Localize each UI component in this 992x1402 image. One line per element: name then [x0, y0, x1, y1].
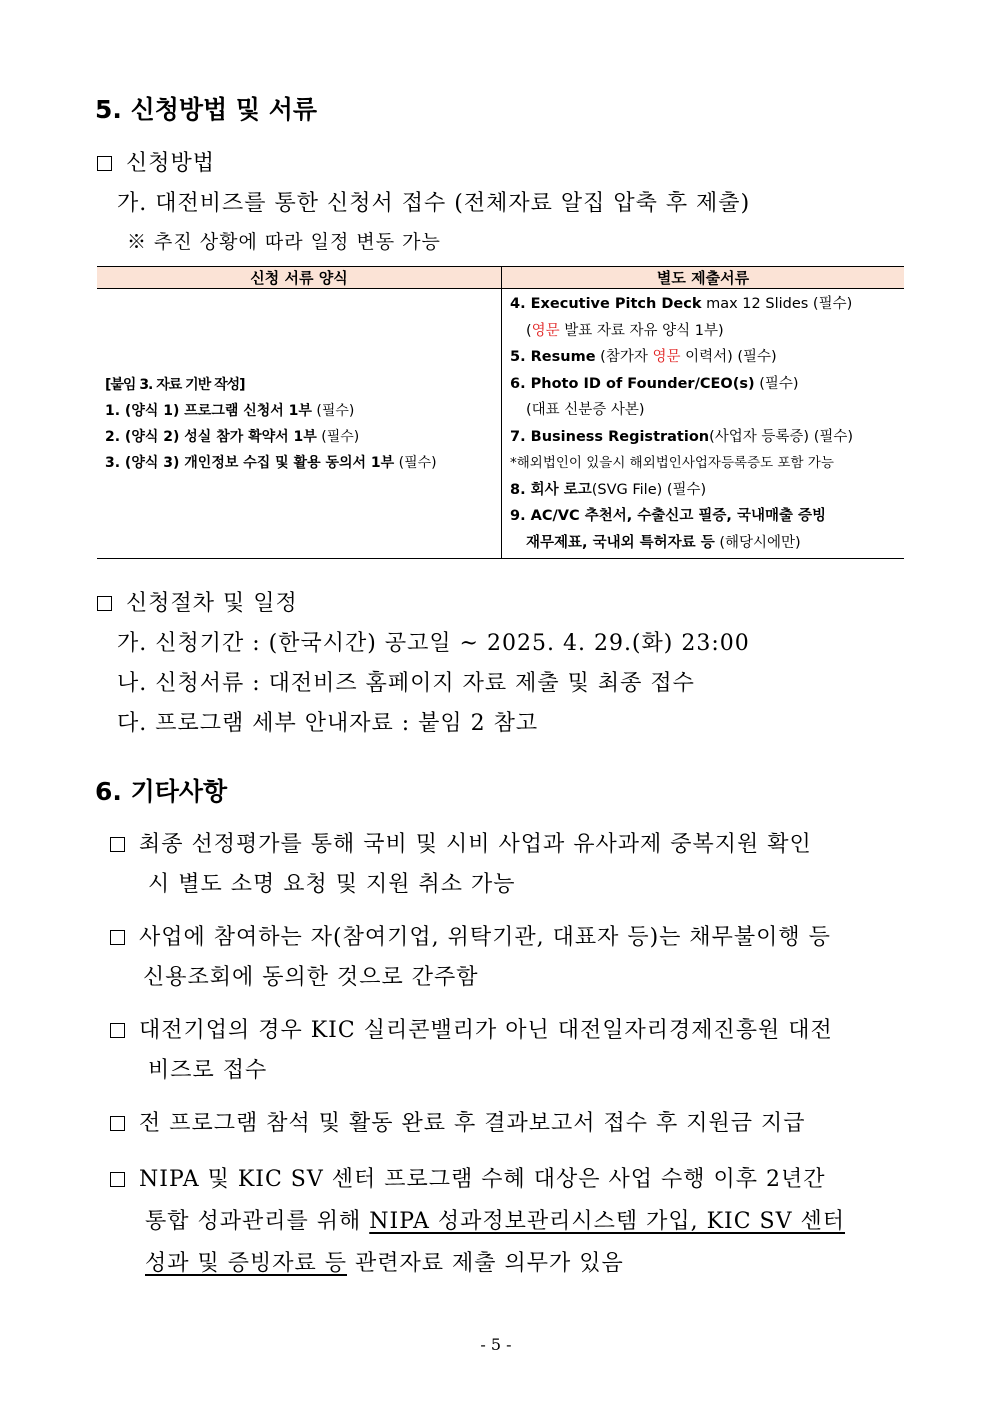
- item5-line3-post: 관련자료 제출 의무가 있음: [347, 1251, 624, 1276]
- item1-text: 최종 선정평가를 통해 국비 및 시비 사업과 유사과제 중복지원 확인: [139, 832, 812, 857]
- item3-line2: 비즈로 접수: [148, 1058, 268, 1083]
- right-row-9: 9. AC/VC 추천서, 수출신고 필증, 국내매출 증빙: [510, 508, 827, 524]
- item1-line1: [110, 827, 812, 858]
- checkbox-square-icon: [110, 1172, 125, 1187]
- checkbox-square-icon: [97, 156, 112, 171]
- item3-line1: [110, 1013, 833, 1044]
- item1-line2: 시 별도 소명 요청 및 지원 취소 가능: [148, 872, 516, 897]
- table-header-right: 별도 제출서류: [502, 267, 905, 289]
- procedure-c: 다. 프로그램 세부 안내자료 : 붙임 2 참고: [117, 711, 539, 736]
- documents-table: [97, 266, 904, 559]
- checkbox-square-icon: [110, 1023, 125, 1038]
- item5-line3: [145, 1246, 624, 1277]
- right-row-6-sub: (대표 신분증 사본): [526, 402, 645, 418]
- right-row-7-note: *해외법인이 있을시 해외법인사업자등록증도 포함 가능: [510, 455, 834, 471]
- table-left-cell: [97, 289, 502, 559]
- item5-line1: [110, 1162, 826, 1193]
- method-title: [97, 146, 215, 177]
- left-row-2: 2. (양식 2) 성실 참가 확약서 1부 (필수): [105, 428, 360, 445]
- item2-text: 사업에 참여하는 자(참여기업, 위탁기관, 대표자 등)는 채무불이행 등: [139, 925, 831, 950]
- item5-line2-underlined: NIPA 성과정보관리시스템 가입, KIC SV 센터: [369, 1209, 846, 1234]
- right-row-4-sub: (영문 발표 자료 자유 양식 1부): [526, 322, 724, 339]
- method-a: 가. 대전비즈를 통한 신청서 접수 (전체자료 알집 압축 후 제출): [117, 191, 751, 216]
- left-row-title: [붙임 3. 자료 기반 작성]: [105, 376, 245, 393]
- right-row-7: 7. Business Registration(사업자 등록증) (필수): [510, 428, 854, 445]
- right-row-5: 5. Resume (참가자 영문 이력서) (필수): [510, 349, 777, 365]
- checkbox-square-icon: [110, 837, 125, 852]
- item5-line2: [145, 1204, 845, 1235]
- item4-text: 전 프로그램 참석 및 활동 완료 후 결과보고서 접수 후 지원금 지급: [139, 1111, 806, 1136]
- item3-text: 대전기업의 경우 KIC 실리콘밸리가 아닌 대전일자리경제진흥원 대전: [139, 1018, 833, 1043]
- table-right-cell: [502, 289, 905, 559]
- section5-heading: 5. 신청방법 및 서류: [95, 95, 318, 124]
- method-note: ※ 추진 상황에 따라 일정 변동 가능: [127, 231, 441, 253]
- item2-line1: [110, 920, 831, 951]
- item2-line2: 신용조회에 동의한 것으로 간주함: [143, 965, 479, 990]
- checkbox-square-icon: [110, 930, 125, 945]
- procedure-b: 나. 신청서류 : 대전비즈 홈페이지 자료 제출 및 최종 접수: [117, 671, 695, 696]
- page-number: - 5 -: [480, 1335, 512, 1354]
- checkbox-square-icon: [110, 1116, 125, 1131]
- method-title-text: 신청방법: [126, 151, 216, 176]
- left-row-1: 1. (양식 1) 프로그램 신청서 1부 (필수): [105, 402, 355, 419]
- table-header-left: 신청 서류 양식: [97, 267, 502, 289]
- item5-line2-pre: 통합 성과관리를 위해: [145, 1209, 370, 1234]
- left-row-3: 3. (양식 3) 개인정보 수집 및 활용 동의서 1부 (필수): [105, 454, 437, 471]
- item4-line1: [110, 1106, 805, 1137]
- item5-line3-underlined: 성과 및 증빙자료 등: [145, 1251, 347, 1276]
- procedure-a: 가. 신청기간 : (한국시간) 공고일 ~ 2025. 4. 29.(화) 23:00: [117, 631, 750, 656]
- procedure-title-text: 신청절차 및 일정: [126, 591, 298, 616]
- section6-heading: 6. 기타사항: [95, 777, 228, 806]
- right-row-9-sub: 재무제표, 국내외 특허자료 등 (해당시에만): [526, 534, 801, 551]
- right-row-6: 6. Photo ID of Founder/CEO(s) (필수): [510, 375, 799, 392]
- right-row-4: 4. Executive Pitch Deck max 12 Slides (필수): [510, 296, 853, 312]
- item5-text: NIPA 및 KIC SV 센터 프로그램 수혜 대상은 사업 수행 이후 2년간: [139, 1167, 826, 1192]
- checkbox-square-icon: [97, 596, 112, 611]
- procedure-title: [97, 586, 298, 617]
- right-row-8: 8. 회사 로고(SVG File) (필수): [510, 481, 707, 498]
